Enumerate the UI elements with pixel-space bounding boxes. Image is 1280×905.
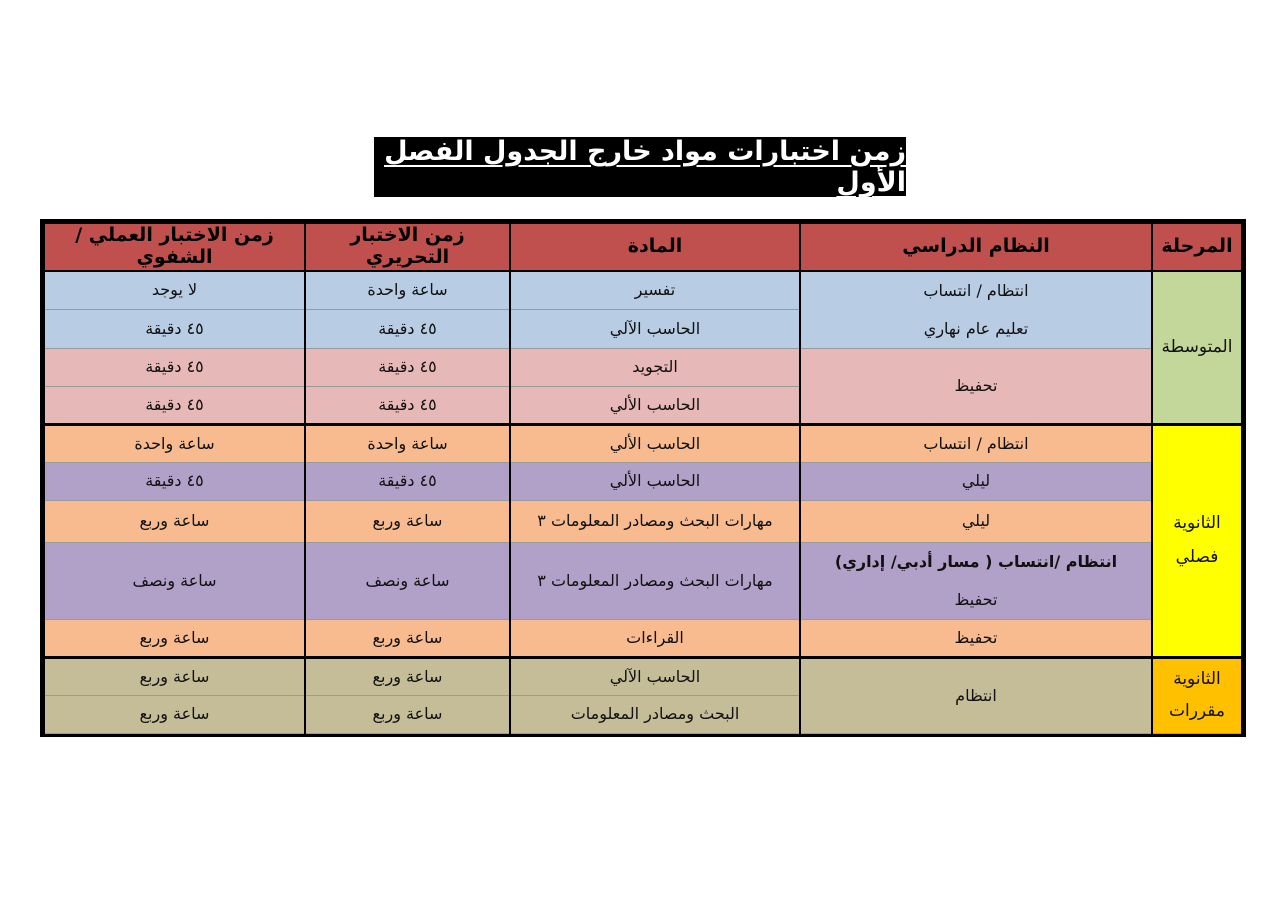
system-cell: ليلي bbox=[800, 463, 1152, 501]
written-time-cell: ساعة ونصف bbox=[305, 543, 510, 620]
practical-time-cell: ساعة وربع bbox=[44, 620, 305, 658]
subject-cell: القراءات bbox=[510, 620, 800, 658]
practical-time-cell: ساعة وربع bbox=[44, 501, 305, 543]
stage-text: الثانوية bbox=[1173, 513, 1221, 534]
stage-text: فصلي bbox=[1175, 547, 1219, 567]
table-row bbox=[44, 425, 1242, 463]
written-time-cell: ساعة وربع bbox=[305, 696, 510, 734]
system-cell: انتظام / انتساب bbox=[800, 425, 1152, 463]
subject-cell: مهارات البحث ومصادر المعلومات ٣ bbox=[510, 501, 800, 543]
stage-text: مقررات bbox=[1168, 701, 1226, 721]
system-cell: ليلي bbox=[800, 501, 1152, 543]
practical-time-cell: ٤٥ دقيقة bbox=[44, 387, 305, 425]
practical-time-cell: ٤٥ دقيقة bbox=[44, 349, 305, 387]
practical-time-cell: ٤٥ دقيقة bbox=[44, 463, 305, 501]
table-row bbox=[44, 501, 1242, 543]
system-text: انتظام / انتساب bbox=[923, 281, 1029, 300]
table-row bbox=[44, 620, 1242, 658]
system-text: انتظام /انتساب ( مسار أدبي/ إداري) bbox=[834, 552, 1118, 571]
written-time-cell: ساعة وربع bbox=[305, 620, 510, 658]
written-time-cell: ساعة وربع bbox=[305, 658, 510, 696]
table-row bbox=[44, 658, 1242, 696]
practical-time-cell: لا يوجد bbox=[44, 271, 305, 310]
subject-cell: التجويد bbox=[510, 349, 800, 387]
practical-time-cell: ٤٥ دقيقة bbox=[44, 310, 305, 349]
stage-cell-secondary-semester bbox=[1152, 425, 1242, 658]
system-cell: تحفيظ bbox=[800, 620, 1152, 658]
table-row bbox=[44, 349, 1242, 387]
stage-cell-secondary-courses bbox=[1152, 658, 1242, 734]
subject-cell: الحاسب الألي bbox=[510, 387, 800, 425]
system-cell: انتظام bbox=[800, 658, 1152, 734]
table-row bbox=[44, 543, 1242, 620]
header-stage: المرحلة bbox=[1152, 223, 1242, 271]
page-title: زمن اختبارات مواد خارج الجدول الفصل الأول bbox=[374, 137, 906, 197]
written-time-cell: ساعة وربع bbox=[305, 501, 510, 543]
practical-time-cell: ساعة واحدة bbox=[44, 425, 305, 463]
practical-time-cell: ساعة ونصف bbox=[44, 543, 305, 620]
subject-cell: البحث ومصادر المعلومات bbox=[510, 696, 800, 734]
system-cell bbox=[800, 271, 1152, 349]
system-cell bbox=[800, 543, 1152, 620]
header-row bbox=[44, 223, 1242, 271]
subject-cell: الحاسب الألي bbox=[510, 425, 800, 463]
written-time-cell: ٤٥ دقيقة bbox=[305, 387, 510, 425]
system-text: تعليم عام نهاري bbox=[923, 319, 1029, 338]
subject-cell: الحاسب الآلي bbox=[510, 310, 800, 349]
written-time-cell: ساعة واحدة bbox=[305, 271, 510, 310]
practical-time-cell: ساعة وربع bbox=[44, 696, 305, 734]
written-time-cell: ٤٥ دقيقة bbox=[305, 310, 510, 349]
stage-cell-middle: المتوسطة bbox=[1152, 271, 1242, 425]
system-cell: تحفيظ bbox=[800, 349, 1152, 425]
stage-text: الثانوية bbox=[1173, 669, 1221, 690]
written-time-cell: ساعة واحدة bbox=[305, 425, 510, 463]
header-system: النظام الدراسي bbox=[800, 223, 1152, 271]
subject-cell: مهارات البحث ومصادر المعلومات ٣ bbox=[510, 543, 800, 620]
written-time-cell: ٤٥ دقيقة bbox=[305, 349, 510, 387]
subject-cell: الحاسب الآلي bbox=[510, 658, 800, 696]
system-text: تحفيظ bbox=[954, 590, 998, 609]
subject-cell: تفسير bbox=[510, 271, 800, 310]
written-time-cell: ٤٥ دقيقة bbox=[305, 463, 510, 501]
subject-cell: الحاسب الألي bbox=[510, 463, 800, 501]
header-subject: المادة bbox=[510, 223, 800, 271]
header-written-time: زمن الاختبار التحريري bbox=[305, 223, 510, 271]
table-row bbox=[44, 271, 1242, 310]
header-practical-time: زمن الاختبار العملي / الشفوي bbox=[44, 223, 305, 271]
table-row bbox=[44, 463, 1242, 501]
practical-time-cell: ساعة وربع bbox=[44, 658, 305, 696]
exam-schedule-table bbox=[43, 222, 1243, 734]
